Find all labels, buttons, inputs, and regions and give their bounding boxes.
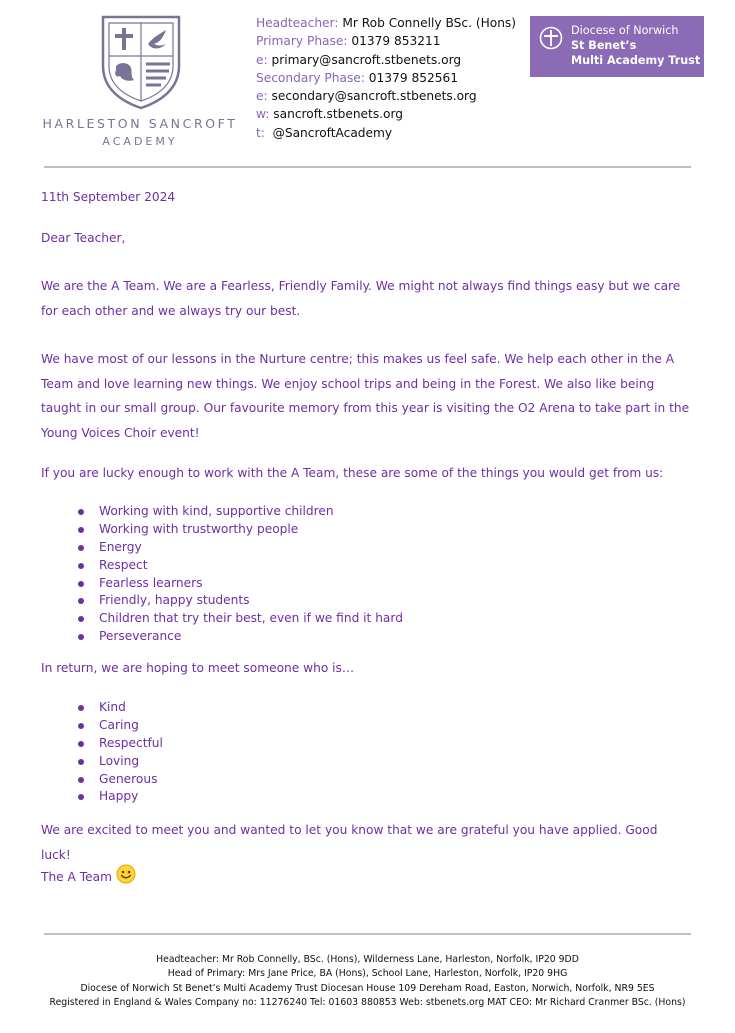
list-item: Happy <box>41 788 163 806</box>
footer <box>0 953 735 1010</box>
school-name: HARLESTON SANCROFT <box>42 116 238 131</box>
contact-website: w: sancroft.stbenets.org <box>256 107 404 122</box>
list-item: Respectful <box>41 735 163 753</box>
contact-secondary-email: e: secondary@sancroft.stbenets.org <box>256 89 477 104</box>
footer-line-1: Headteacher: Mr Rob Connelly, BSc. (Hons), Wilderness Lane, Harleston, Norfolk, IP20 9DD <box>156 954 579 965</box>
letter-date: 11th September 2024 <box>41 190 176 204</box>
contact-details <box>256 14 516 142</box>
list-item: Working with kind, supportive children <box>41 503 403 521</box>
diocese-line2: St Benet’s <box>571 39 637 52</box>
header-divider <box>44 166 691 168</box>
contact-primary-email: e: primary@sancroft.stbenets.org <box>256 52 462 67</box>
contact-primary-phone: Primary Phase: 01379 853211 <box>256 34 441 49</box>
letter-paragraph-4: In return, we are hoping to meet someone who is… <box>41 661 355 675</box>
list-item: Perseverance <box>41 628 403 646</box>
footer-line-2: Head of Primary: Mrs Jane Price, BA (Hons), School Lane, Harleston, Norfolk, IP20 9HG <box>167 968 568 980</box>
contact-secondary-phone: Secondary Phase: 01379 852561 <box>256 70 458 85</box>
wants-list <box>41 699 163 806</box>
list-item: Loving <box>41 753 163 771</box>
diocese-logo <box>530 16 704 77</box>
diocese-cross-icon <box>539 26 563 50</box>
school-name-sub: ACADEMY <box>102 135 178 148</box>
footer-line-3: Diocese of Norwich St Benet’s Multi Academy Trust Diocesan House 109 Dereham Road, Easton, Norwich, Norfolk, NR9 5ES <box>80 982 655 994</box>
list-item: Generous <box>41 771 163 789</box>
letter-paragraph-3: If you are lucky enough to work with the A Team, these are some of the things you would get from us: <box>41 466 664 480</box>
diocese-line3: Multi Academy Trust <box>571 54 701 67</box>
list-item: Energy <box>41 539 403 557</box>
letter-signoff <box>41 864 691 890</box>
footer-divider <box>44 933 691 935</box>
list-item: Working with trustworthy people <box>41 521 403 539</box>
signoff-text: The A Team <box>41 870 112 884</box>
list-item: Caring <box>41 717 163 735</box>
footer-line-4: Registered in England & Wales Company no: 11276240 Tel: 01603 880853 Web: stbenets.org MAT CEO: Mr Richard Cranmer BSc. (Hons) <box>49 996 686 1008</box>
letter-paragraph-5: We are excited to meet you and wanted to let you know that we are grateful you have applied. Good luck! <box>41 823 658 862</box>
letter-paragraph-1: We are the A Team. We are a Fearless, Friendly Family. We might not always find things easy but we care for each other and we always try our best. <box>41 279 681 318</box>
list-item: Fearless learners <box>41 575 403 593</box>
school-crest-logo <box>100 14 182 110</box>
letter-paragraph-2: We have most of our lessons in the Nurture centre; this makes us feel safe. We help each other in the A Team and love learning new things. We enjoy school trips and being in the Forest. We also like being taught in our small group. Our favourite memory from this year is visiting the O2 Arena to take part in the Young Voices Choir event! <box>41 352 690 440</box>
list-item: Respect <box>41 557 403 575</box>
list-item: Friendly, happy students <box>41 592 403 610</box>
letter-greeting: Dear Teacher, <box>41 231 126 245</box>
list-item: Children that try their best, even if we find it hard <box>41 610 403 628</box>
smiley-face-icon <box>116 864 136 884</box>
list-item: Kind <box>41 699 163 717</box>
contact-headteacher: Headteacher: Mr Rob Connelly BSc. (Hons) <box>256 16 517 30</box>
contact-twitter: t: @SancroftAcademy <box>256 125 393 140</box>
offers-list <box>41 503 403 646</box>
diocese-line1: Diocese of Norwich <box>571 24 679 37</box>
